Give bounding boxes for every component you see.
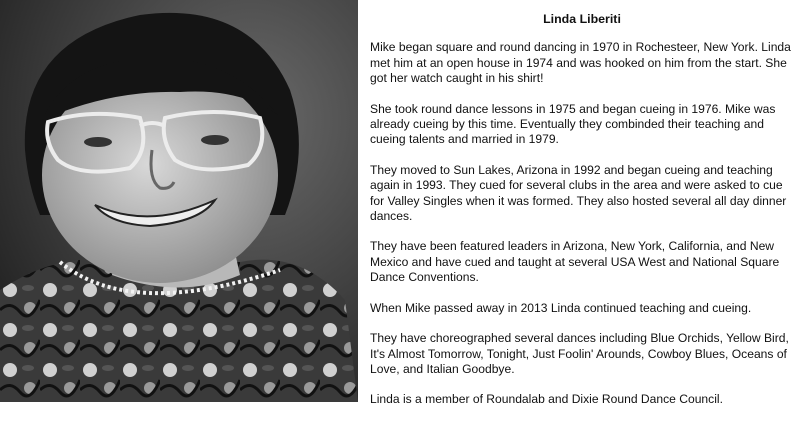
bio-paragraph: Linda is a member of Roundalab and Dixie Round Dance Council. xyxy=(370,392,723,407)
bio-text-block xyxy=(370,12,794,423)
bio-paragraph: When Mike passed away in 2013 Linda continued teaching and cueing. xyxy=(370,300,752,315)
bio-paragraph: They have been featured leaders in Arizona, New York, California, and New Mexico and have cued and taught at several USA West and National Square Dance Conventions. xyxy=(370,239,780,285)
bio-paragraph: They have choreographed several dances including Blue Orchids, Yellow Bird, It's Almost Tomorrow, Tonight, Just Foolin' Arounds, Cowboy Blues, Oceans of Love, and Italian Goodbye. xyxy=(370,331,789,376)
portrait-photo xyxy=(0,0,358,402)
bio-paragraph: They moved to Sun Lakes, Arizona in 1992 and began cueing and teaching again in 1993. They cued for several clubs in the area and were asked to cue for Valley Singles when it was formed. They also hosted several all day dinner dances. xyxy=(370,162,787,224)
bio-paragraph: She took round dance lessons in 1975 and began cueing in 1976. Mike was already cueing by this time. Eventually they combinded their teaching and cueing talents and married in 1979. xyxy=(370,101,776,147)
bio-title: Linda Liberiti xyxy=(543,12,621,26)
portrait-illustration xyxy=(0,0,358,402)
bio-paragraph: Mike began square and round dancing in 1970 in Rochesteer, New York. Linda met him at an open house in 1974 and was hooked on him from the start. She got her watch caught in his shirt! xyxy=(370,40,791,86)
